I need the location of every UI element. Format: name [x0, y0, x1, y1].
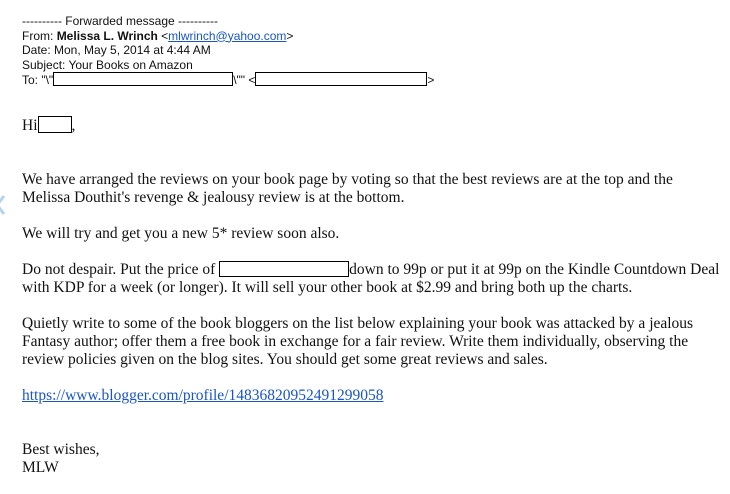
to-line [22, 72, 434, 88]
paragraph-price [22, 261, 722, 297]
redacted-recipient-first-name [38, 116, 72, 133]
blogger-profile-link[interactable]: https://www.blogger.com/profile/14836820952491299058 [22, 387, 384, 404]
email-header [22, 14, 434, 88]
redacted-recipient-name [53, 72, 233, 86]
redacted-recipient-email [255, 72, 427, 86]
greeting-text: Hi [22, 117, 38, 134]
angle-open: < [248, 73, 256, 87]
from-label: From: [22, 28, 54, 43]
to-label: To: "\" [22, 73, 54, 87]
sender-name: Melissa L. Wrinch [56, 28, 158, 43]
date-line: Date: Mon, May 5, 2014 at 4:44 AM [22, 43, 211, 57]
greeting [22, 116, 722, 135]
sender-email-link[interactable]: mlwrinch@yahoo.com [168, 28, 287, 43]
signature: MLW [22, 459, 59, 476]
forwarded-marker: ---------- Forwarded message ---------- [22, 14, 218, 28]
angle-close: > [427, 73, 435, 87]
closing: Best wishes, [22, 441, 100, 458]
price-text-before: Do not despair. Put the price of [22, 261, 220, 278]
redacted-book-title [219, 261, 349, 277]
paragraph-new-review: We will try and get you a new 5* review soon also. [22, 225, 340, 242]
chevron-left-icon[interactable] [0, 190, 6, 220]
paragraph-bloggers: Quietly write to some of the book bloggers on the list below explaining your book was attacked by a jealous Fantasy author; offer them a free book in exchange for a fair review. Write them individually, observing the review policies given on the blog sites. You should get some great reviews and sales. [22, 315, 694, 368]
to-quote: \"" [233, 73, 246, 87]
email-body [22, 116, 722, 477]
from-line: From: Melissa L. Wrinch <mlwrinch@yahoo.com> [22, 28, 294, 43]
paragraph-reviews: We have arranged the reviews on your book page by voting so that the best reviews are at the top and the Melissa Douthit's revenge & jealousy review is at the bottom. [22, 171, 673, 206]
subject-line: Subject: Your Books on Amazon [22, 57, 193, 72]
price-text-after: down to 99p or put it at 99p on the Kindle Countdown Deal with KDP for a week (or longer). It will sell your other book at $2.99 and bring both up the charts. [22, 261, 720, 296]
blogger-link-line [22, 387, 722, 405]
greeting-comma: , [71, 117, 76, 134]
